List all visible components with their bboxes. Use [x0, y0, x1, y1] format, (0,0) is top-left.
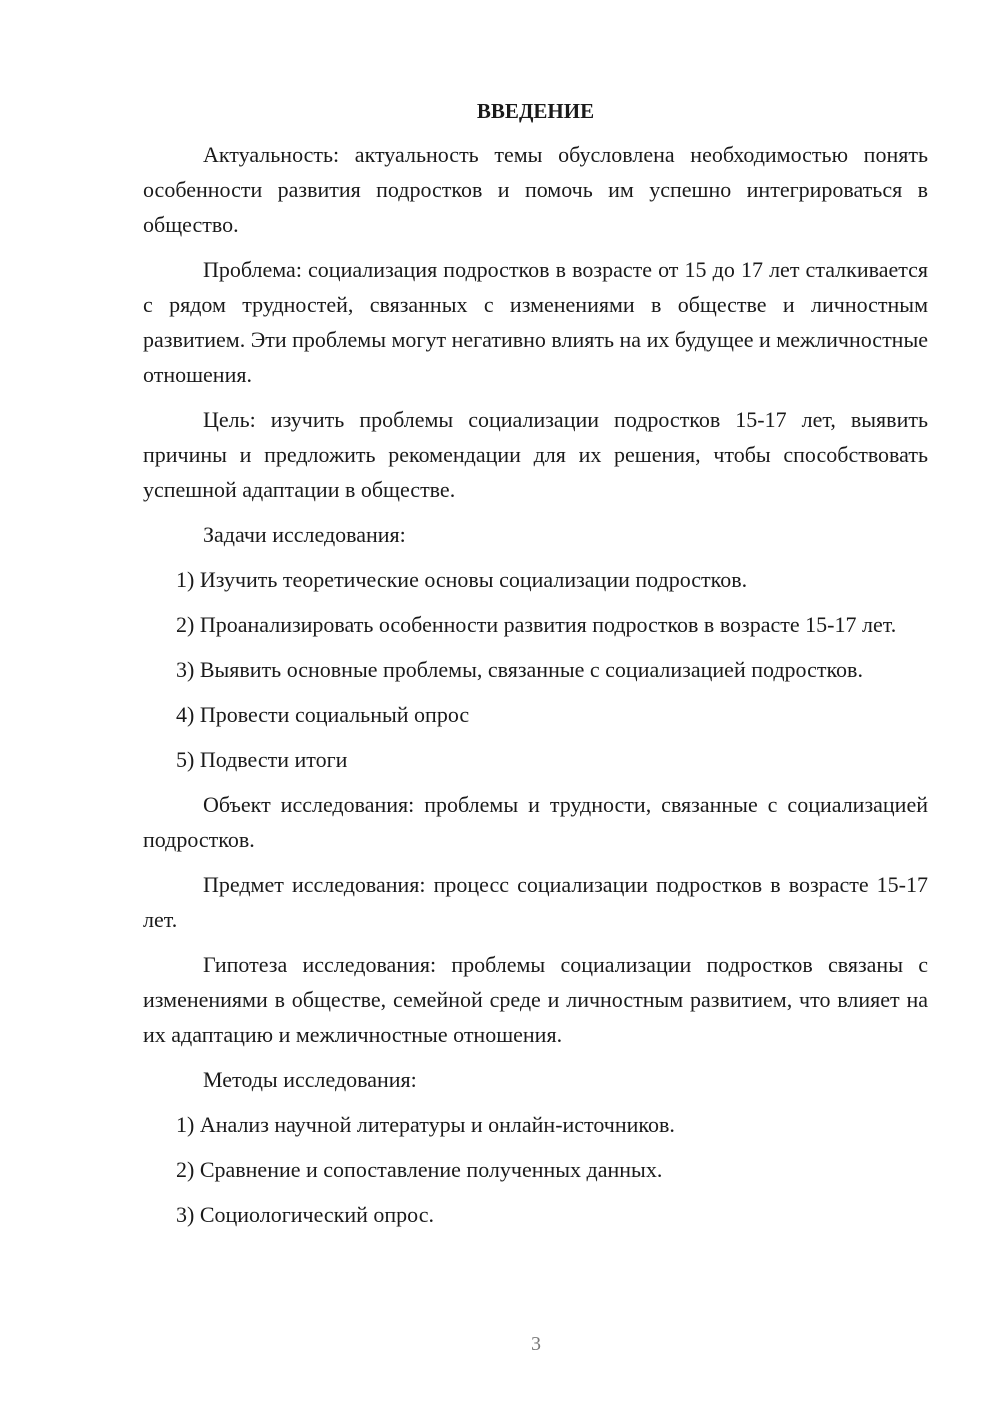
goal-paragraph: Цель: изучить проблемы социализации подростков 15-17 лет, выявить причины и предложить рекомендации для их решения, чтобы способствовать успешной адаптации в обществе.: [143, 407, 928, 502]
task-item: 1) Изучить теоретические основы социализации подростков.: [176, 567, 748, 592]
method-item: 2) Сравнение и сопоставление полученных данных.: [176, 1157, 663, 1182]
page-title: ВВЕДЕНИЕ: [476, 99, 595, 123]
task-item: 2) Проанализировать особенности развития подростков в возрасте 15-17 лет.: [176, 612, 897, 637]
object-paragraph: Объект исследования: проблемы и трудности, связанные с социализацией подростков.: [143, 792, 928, 852]
problem-paragraph: Проблема: социализация подростков в возрасте от 15 до 17 лет сталкивается с рядом трудностей, связанных с изменениями в обществе и личностным развитием. Эти проблемы могут негативно влиять на их будущее и межличностные отношения.: [143, 257, 928, 387]
subject-paragraph: Предмет исследования: процесс социализации подростков в возрасте 15-17 лет.: [143, 872, 928, 932]
hypothesis-paragraph: Гипотеза исследования: проблемы социализации подростков связаны с изменениями в обществе, семейной среде и личностным развитием, что влияет на их адаптацию и межличностные отношения.: [143, 952, 928, 1047]
task-item: 4) Провести социальный опрос: [176, 702, 470, 727]
page-number: 3: [531, 1333, 541, 1355]
task-item: 3) Выявить основные проблемы, связанные с социализацией подростков.: [176, 657, 863, 682]
method-item: 1) Анализ научной литературы и онлайн-источников.: [176, 1112, 675, 1137]
document-page: [143, 94, 928, 1242]
tasks-heading: Задачи исследования:: [203, 522, 406, 547]
methods-heading: Методы исследования:: [203, 1067, 417, 1092]
relevance-paragraph: Актуальность: актуальность темы обусловлена необходимостью понять особенности развития подростков и помочь им успешно интегрироваться в общество.: [143, 142, 928, 237]
task-item: 5) Подвести итоги: [176, 747, 348, 772]
method-item: 3) Социологический опрос.: [176, 1202, 434, 1227]
